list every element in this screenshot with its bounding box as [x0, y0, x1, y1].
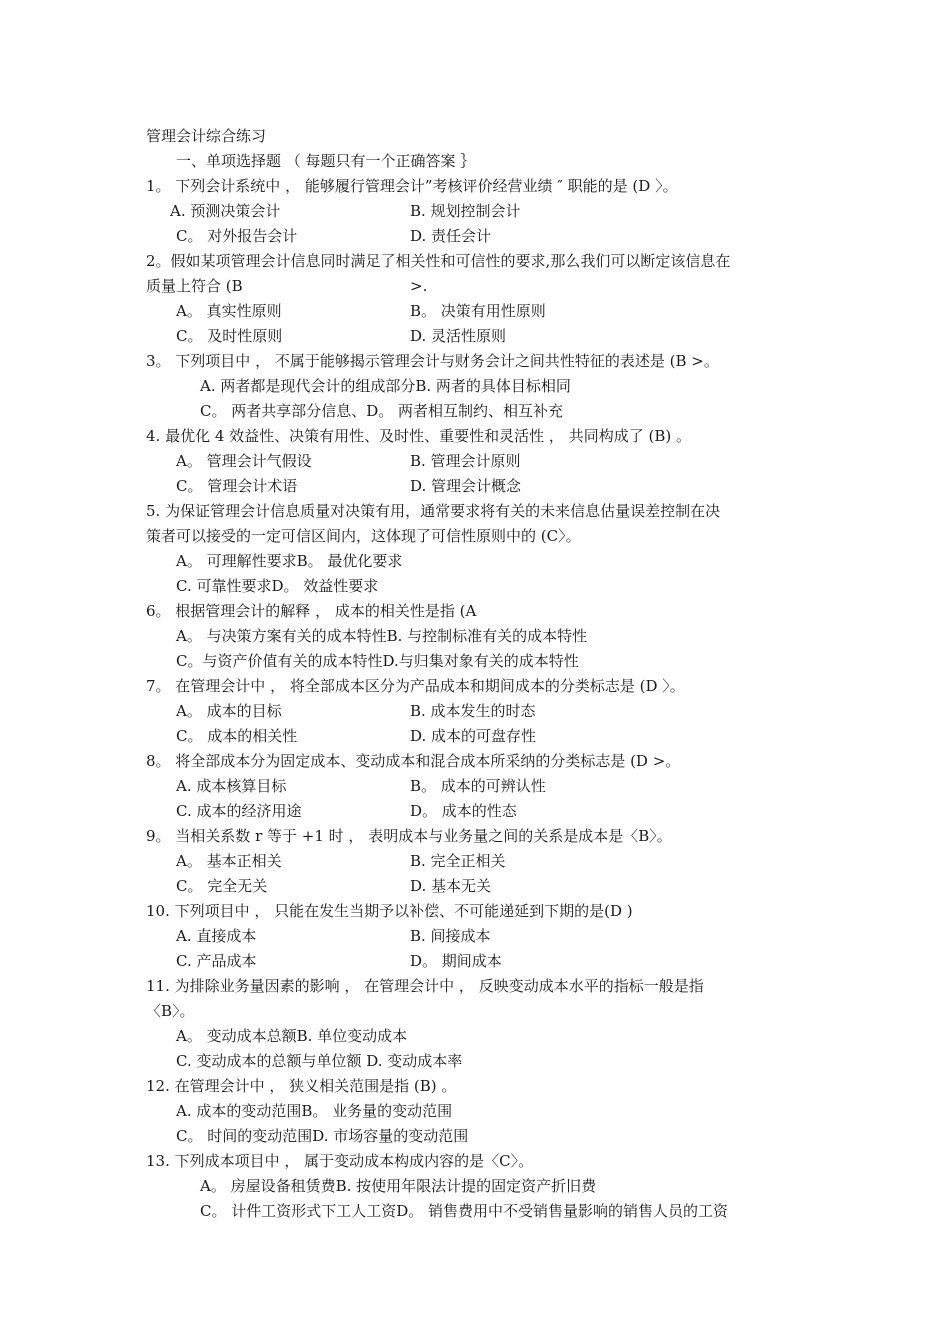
q4-option-c: C。 管理会计术语	[176, 477, 298, 495]
q7-option-b: B. 成本发生的时态	[410, 702, 536, 720]
q7-option-d: D. 成本的可盘存性	[410, 727, 537, 745]
q3-options-cd: C。 两者共享部分信息、D。 两者相互制约、相互补充	[200, 402, 564, 420]
question-8: 8。 将全部成本分为固定成本、变动成本和混合成本所采纳的分类标志是 (D >。	[146, 752, 681, 770]
question-11-cont: 〈B〉。	[146, 1002, 195, 1020]
q8-option-d: D。 成本的性态	[410, 802, 517, 820]
q12-options-ab: A. 成本的变动范围B。 业务量的变动范围	[176, 1102, 453, 1120]
q8-option-c: C. 成本的经济用途	[176, 802, 302, 820]
q12-options-cd: C。 时间的变动范围D. 市场容量的变动范围	[176, 1127, 469, 1145]
q9-option-d: D. 基本无关	[410, 877, 492, 895]
question-2-cont: 质量上符合 (B	[146, 277, 243, 295]
q11-options-ab: A。 变动成本总额B. 单位变动成本	[176, 1027, 408, 1045]
question-4: 4. 最优化 4 效益性、决策有用性、及时性、重要性和灵活性 ， 共同构成了 (B) 。	[146, 427, 691, 445]
document-title: 管理会计综合练习	[146, 127, 267, 145]
q2-option-a: A。 真实性原则	[176, 302, 282, 320]
question-2: 2。假如某项管理会计信息同时满足了相关性和可信性的要求,那么我们可以断定该信息在	[146, 252, 731, 270]
q1-option-b: B. 规划控制会计	[410, 202, 521, 220]
q2-option-d: D. 灵活性原则	[410, 327, 507, 345]
q4-option-d: D. 管理会计概念	[410, 477, 522, 495]
question-9: 9。 当相关系数 r 等于 +1 时 ， 表明成本与业务量之间的关系是成本是〈B〉。	[146, 827, 672, 845]
q10-option-c: C. 产品成本	[176, 952, 257, 970]
q2-option-b: B。 决策有用性原则	[410, 302, 546, 320]
q8-option-a: A. 成本核算目标	[176, 777, 287, 795]
question-2-answer-close: >.	[410, 277, 428, 295]
q7-option-a: A。 成本的目标	[176, 702, 282, 720]
q5-options-cd: C. 可靠性要求D。 效益性要求	[176, 577, 379, 595]
question-12: 12. 在管理会计中 ， 狭义相关范围是指 (B) 。	[146, 1077, 457, 1095]
question-6: 6。 根据管理会计的解释 ， 成本的相关性是指 (A	[146, 602, 477, 620]
q3-options-ab: A. 两者都是现代会计的组成部分B. 两者的具体目标相同	[200, 377, 571, 395]
q4-option-b: B. 管理会计原则	[410, 452, 521, 470]
question-13: 13. 下列成本项目中 ， 属于变动成本构成内容的是〈C〉。	[146, 1152, 534, 1170]
q9-option-b: B. 完全正相关	[410, 852, 506, 870]
question-3: 3。 下列项目中 ， 不属于能够揭示管理会计与财务会计之间共性特征的表述是 (B >。	[146, 352, 719, 370]
question-5-cont: 策者可以接受的一定可信区间内，这体现了可信性原则中的 (C〉。	[146, 527, 581, 545]
q2-option-c: C。 及时性原则	[176, 327, 283, 345]
q7-option-c: C。 成本的相关性	[176, 727, 298, 745]
q1-option-d: D. 责任会计	[410, 227, 492, 245]
q6-options-cd: C。与资产价值有关的成本特性D.与归集对象有关的成本特性	[176, 652, 579, 670]
question-5: 5. 为保证管理会计信息质量对决策有用，通常要求将有关的未来信息估量误差控制在决	[146, 502, 721, 520]
q1-option-a: A. 预测决策会计	[170, 202, 281, 220]
q1-option-c: C。 对外报告会计	[176, 227, 298, 245]
question-10: 10. 下列项目中 ， 只能在发生当期予以补偿、不可能递延到下期的是(D )	[146, 902, 633, 920]
q11-options-cd: C. 变动成本的总额与单位额 D. 变动成本率	[176, 1052, 463, 1070]
section-heading: 一、单项选择题 （ 每题只有一个正确答案 ｝	[176, 152, 476, 170]
q9-option-c: C。 完全无关	[176, 877, 268, 895]
q6-options-ab: A。 与决策方案有关的成本特性B. 与控制标准有关的成本特性	[176, 627, 588, 645]
q10-option-b: B. 间接成本	[410, 927, 491, 945]
question-11: 11. 为排除业务量因素的影响 ， 在管理会计中 ， 反映变动成本水平的指标一般是指	[146, 977, 704, 995]
question-7: 7。 在管理会计中 ， 将全部成本区分为产品成本和期间成本的分类标志是 (D 〉。	[146, 677, 685, 695]
q13-options-ab: A。 房屋设备租赁费B. 按使用年限法计提的固定资产折旧费	[200, 1177, 597, 1195]
q5-options-ab: A。 可理解性要求B。 最优化要求	[176, 552, 403, 570]
q4-option-a: A。 管理会计气假设	[176, 452, 312, 470]
q10-option-d: D。 期间成本	[410, 952, 502, 970]
question-1: 1。 下列会计系统中 ， 能够履行管理会计”考核评价经营业绩 ″ 职能的是 (D 〉。	[146, 177, 678, 195]
q9-option-a: A。 基本正相关	[176, 852, 282, 870]
q13-options-cd: C。 计件工资形式下工人工资D。 销售费用中不受销售量影响的销售人员的工资	[200, 1202, 729, 1220]
q10-option-a: A. 直接成本	[176, 927, 257, 945]
q8-option-b: B。 成本的可辨认性	[410, 777, 546, 795]
